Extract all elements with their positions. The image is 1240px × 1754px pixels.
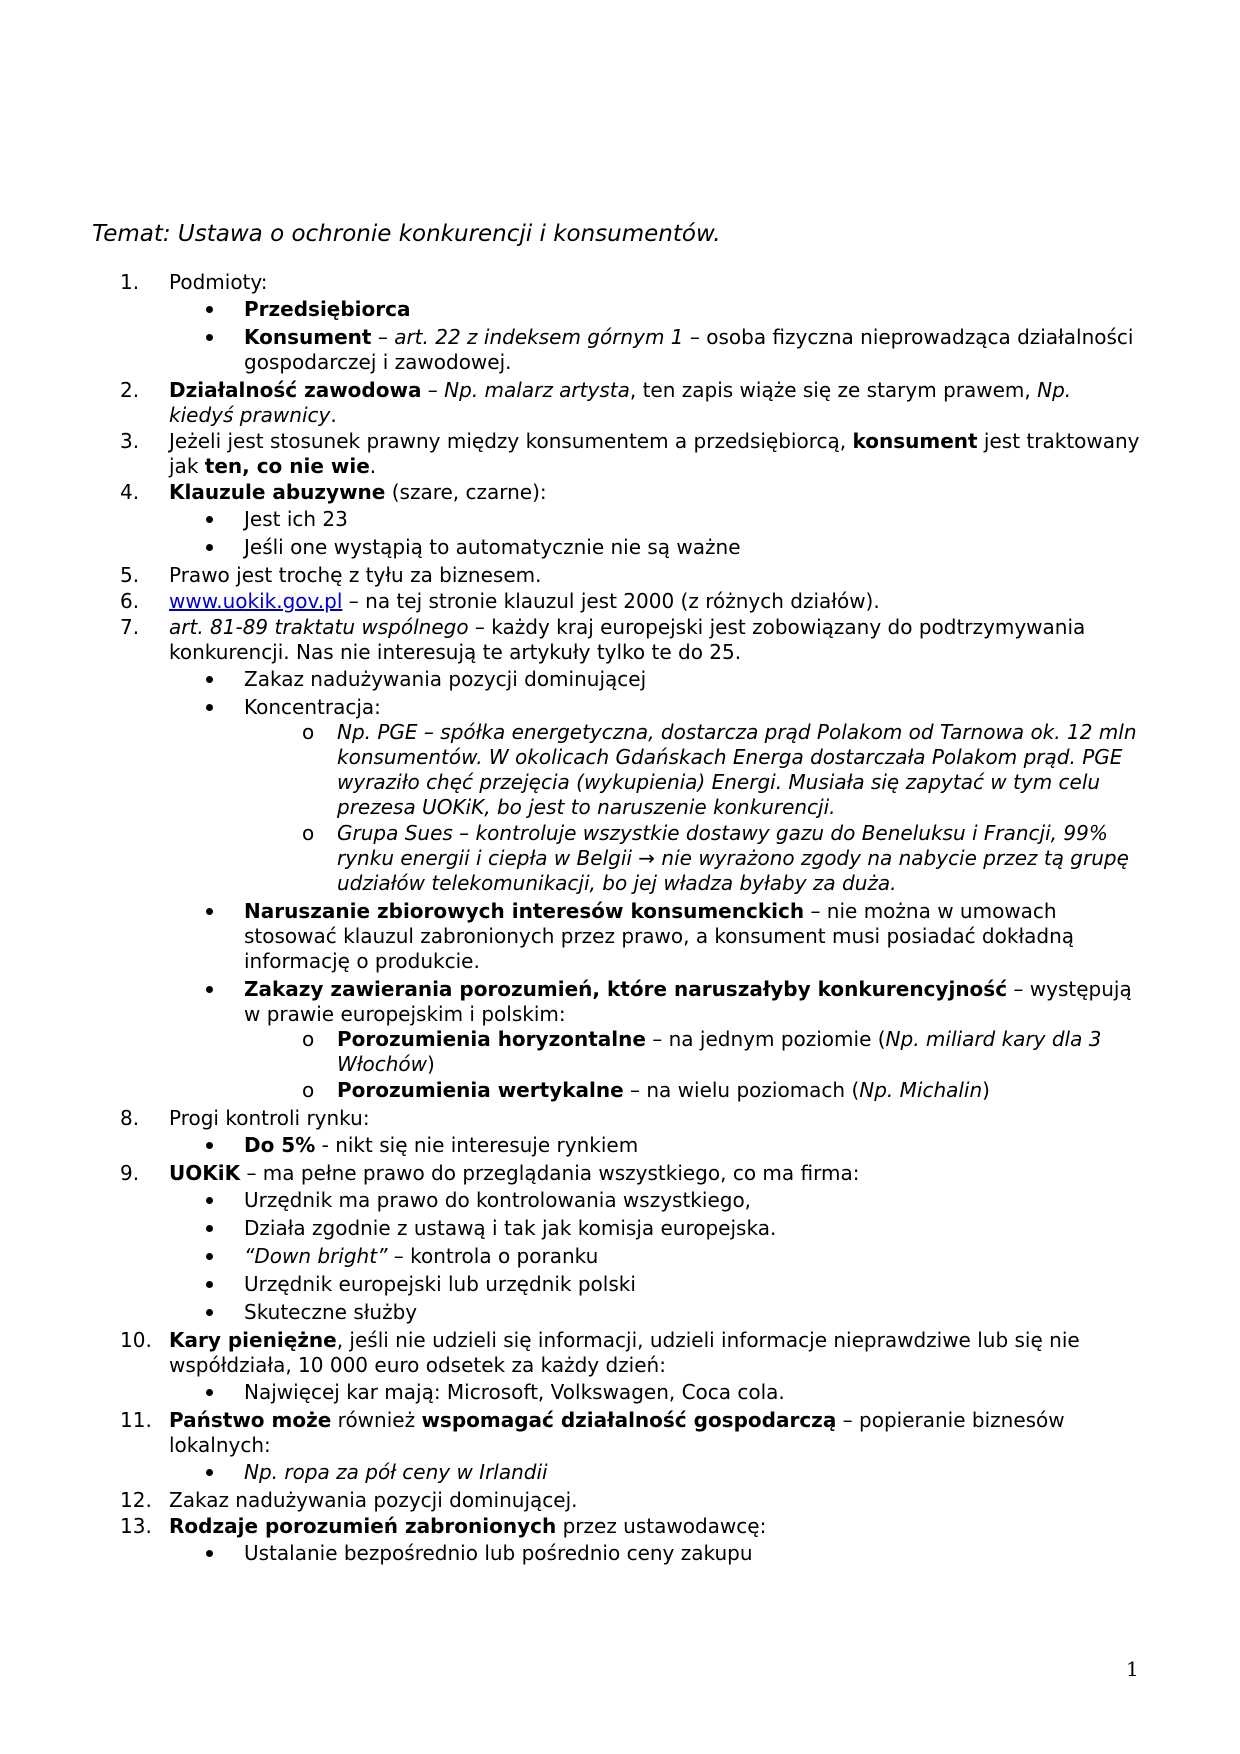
italic-text: Np. malarz artysta — [444, 378, 630, 402]
text-run: jest traktowany jak — [169, 429, 1140, 478]
bold-text: UOKiK — [169, 1161, 241, 1185]
bold-text: wspomagać działalność gospodarczą — [421, 1408, 837, 1432]
sub-list-marker: o — [302, 720, 315, 744]
list-item-text — [169, 1328, 1140, 1378]
list-item-text — [169, 615, 1140, 665]
italic-text: Np. Michalin — [859, 1078, 983, 1102]
list-item-text — [169, 378, 1140, 428]
sub-list-item — [244, 821, 1140, 896]
bullet-item — [169, 1380, 1140, 1405]
bold-text: Konsument — [244, 325, 372, 349]
text-run: Prawo jest trochę z tyłu za biznesem. — [169, 563, 542, 587]
text-run: Podmioty: — [169, 270, 268, 294]
list-item-number: 6. — [120, 589, 140, 613]
bullet-list — [169, 297, 1140, 375]
bullet-list — [169, 1380, 1140, 1405]
text-run: Zakaz nadużywania pozycji dominującej. — [169, 1488, 578, 1512]
bullet-item — [169, 1188, 1140, 1213]
list-item-number: 13. — [120, 1514, 152, 1538]
bullet-item — [169, 667, 1140, 692]
bullet-text — [244, 695, 1140, 720]
list-item — [0, 429, 1240, 479]
bold-text: Porozumienia horyzontalne — [337, 1027, 646, 1051]
bullet-item — [169, 1216, 1140, 1241]
bullet-item — [169, 507, 1140, 532]
text-run: Urzędnik ma prawo do kontrolowania wszystkiego, — [244, 1188, 752, 1212]
list-item — [0, 270, 1240, 375]
list-item-number: 11. — [120, 1408, 152, 1432]
italic-text: Np. miliard kary dla 3 Włochów — [337, 1027, 1102, 1076]
list-item-text — [169, 270, 1140, 295]
list-item — [0, 378, 1240, 428]
text-run: – — [421, 378, 445, 402]
document-body — [0, 270, 1240, 1569]
text-run: – kontrola o poranku — [387, 1244, 599, 1268]
text-run: również — [331, 1408, 422, 1432]
list-item — [0, 1488, 1240, 1513]
bullet-list — [169, 507, 1140, 560]
bold-text: Działalność zawodowa — [169, 378, 422, 402]
bullet-item — [169, 1133, 1140, 1158]
list-item-text — [169, 1514, 1140, 1539]
list-item-text — [169, 589, 1140, 614]
list-item — [0, 1106, 1240, 1158]
list-item-text — [169, 563, 1140, 588]
text-run: – osoba fizyczna nieprowadząca działalności gospodarczej i zawodowej. — [244, 325, 1134, 374]
list-item-text — [169, 1161, 1140, 1186]
italic-text: Np. ropa za pół ceny w Irlandii — [244, 1460, 548, 1484]
list-item-number: 4. — [120, 480, 140, 504]
list-item-number: 5. — [120, 563, 140, 587]
bullet-list — [169, 667, 1140, 1103]
list-item — [0, 1328, 1240, 1405]
italic-text: Np. PGE – spółka energetyczna, dostarcza prąd Polakom od Tarnowa ok. 12 mln konsumentów. W okolicach Gdańskach Energa dostarczała Polakom prąd. PGE wyraziło chęć przejęcia (wykupienia) Energi. Musiała się zapytać w tym celu prezesa UOKiK, bo jest to naruszenie konkurencji. — [337, 720, 1137, 819]
text-run: , jeśli nie udzieli się informacji, udzieli informacje nieprawdziwe lub się nie współdziała, 10 000 euro odsetek za każdy dzień: — [169, 1328, 1080, 1377]
sub-list-marker: o — [302, 1078, 315, 1102]
text-run: Najwięcej kar mają: Microsoft, Volkswagen, Coca cola. — [244, 1380, 785, 1404]
page-number: 1 — [1126, 1657, 1139, 1681]
bullet-item — [169, 899, 1140, 974]
bullet-item — [169, 1244, 1140, 1269]
text-run: Jeżeli jest stosunek prawny między konsumentem a przedsiębiorcą, — [169, 429, 853, 453]
list-item-number: 7. — [120, 615, 140, 639]
list-item-number: 10. — [120, 1328, 152, 1352]
list-item-text — [169, 1106, 1140, 1131]
list-item-text — [169, 1408, 1140, 1458]
bullet-item — [169, 1300, 1140, 1325]
bold-text: Porozumienia wertykalne — [337, 1078, 624, 1102]
sub-list-marker: o — [302, 1027, 315, 1051]
text-run: - nikt się nie interesuje rynkiem — [315, 1133, 639, 1157]
bold-text: Państwo może — [169, 1408, 332, 1432]
text-run: Ustalanie bezpośrednio lub pośrednio ceny zakupu — [244, 1541, 753, 1565]
italic-text: art. 81-89 traktatu wspólnego — [169, 615, 469, 639]
bold-text: Naruszanie zbiorowych interesów konsumenckich — [244, 899, 805, 923]
bold-text: Zakazy zawierania porozumień, które naruszałyby konkurencyjność — [244, 977, 1008, 1001]
text-run: – na jednym poziomie ( — [645, 1027, 886, 1051]
italic-text: Np. kiedyś prawnicy — [169, 378, 1072, 427]
list-item-number: 2. — [120, 378, 140, 402]
sub-list-marker: o — [302, 821, 315, 845]
text-run: Urzędnik europejski lub urzędnik polski — [244, 1272, 636, 1296]
bullet-item — [169, 1541, 1140, 1566]
list-item — [0, 563, 1240, 588]
bullet-text — [244, 977, 1140, 1027]
bullet-list — [169, 1541, 1140, 1566]
list-item — [0, 589, 1240, 614]
text-run: przez ustawodawcę: — [556, 1514, 767, 1538]
text-run: – popieranie biznesów lokalnych: — [169, 1408, 1065, 1457]
text-run: – ma pełne prawo do przeglądania wszystkiego, co ma firma: — [240, 1161, 860, 1185]
bold-text: Klauzule abuzywne — [169, 480, 386, 504]
text-run: ) — [982, 1078, 990, 1102]
text-run: Progi kontroli rynku: — [169, 1106, 370, 1130]
text-run: – na wielu poziomach ( — [623, 1078, 860, 1102]
text-run: ) — [427, 1052, 435, 1076]
list-item — [0, 1161, 1240, 1325]
bullet-item — [169, 297, 1140, 322]
sub-list — [244, 1027, 1140, 1103]
text-run: – każdy kraj europejski jest zobowiązany do podtrzymywania konkurencji. Nas nie interesują te artykuły tylko te do 25. — [169, 615, 1086, 664]
text-run: – nie można w umowach stosować klauzul zabronionych przez prawo, a konsument musi posiadać dokładną informację o produkcie. — [244, 899, 1075, 973]
italic-text: art. 22 z indeksem górnym 1 — [394, 325, 684, 349]
list-item-number: 1. — [120, 270, 140, 294]
sub-list-item — [244, 1078, 1140, 1103]
sub-list — [244, 720, 1140, 896]
bullet-list — [169, 1460, 1140, 1485]
bold-text: Przedsiębiorca — [244, 297, 411, 321]
text-run: . — [369, 454, 377, 478]
bold-text: Kary pieniężne — [169, 1328, 337, 1352]
list-item — [0, 1408, 1240, 1485]
list-item — [0, 480, 1240, 560]
text-run: Działa zgodnie z ustawą i tak jak komisja europejska. — [244, 1216, 777, 1240]
bullet-item — [169, 325, 1140, 375]
numbered-list — [0, 270, 1240, 1566]
bold-text: Do 5% — [244, 1133, 316, 1157]
list-item — [0, 615, 1240, 1103]
list-item-text — [169, 480, 1140, 505]
website-link[interactable]: www.uokik.gov.pl — [169, 589, 343, 613]
text-run: (szare, czarne): — [385, 480, 547, 504]
text-run: Jest ich 23 — [244, 507, 348, 531]
list-item-number: 3. — [120, 429, 140, 453]
text-run: Koncentracja: — [244, 695, 381, 719]
text-run: Zakaz nadużywania pozycji dominującej — [244, 667, 647, 691]
bullet-item — [169, 977, 1140, 1103]
italic-text: Grupa Sues – kontroluje wszystkie dostawy gazu do Beneluksu i Francji, 99% rynku energii i ciepła w Belgii → nie wyrażono zgody na nabycie przez tą grupę udziałów telekomunikacji, bo jej władza byłaby za duża. — [337, 821, 1129, 895]
list-item-number: 8. — [120, 1106, 140, 1130]
list-item — [0, 1514, 1240, 1566]
bullet-list — [169, 1133, 1140, 1158]
bold-text: konsument — [852, 429, 978, 453]
text-run: – — [371, 325, 395, 349]
list-item-text — [169, 429, 1140, 479]
bullet-list — [169, 1188, 1140, 1325]
text-run: Skuteczne służby — [244, 1300, 418, 1324]
document-title: Temat: Ustawa o ochronie konkurencji i konsumentów. — [92, 221, 721, 247]
list-item-number: 12. — [120, 1488, 152, 1512]
bullet-item — [169, 695, 1140, 896]
italic-text: “Down bright” — [244, 1244, 388, 1268]
bullet-item — [169, 1272, 1140, 1297]
sub-list-item — [244, 720, 1140, 820]
text-run: , ten zapis wiąże się ze starym prawem, — [629, 378, 1038, 402]
text-run: Jeśli one wystąpią to automatycznie nie są ważne — [244, 535, 741, 559]
bold-text: ten, co nie wie — [204, 454, 370, 478]
text-run: – występują w prawie europejskim i polskim: — [244, 977, 1132, 1026]
bold-text: Rodzaje porozumień zabronionych — [169, 1514, 557, 1538]
list-item-number: 9. — [120, 1161, 140, 1185]
text-run: – na tej stronie klauzul jest 2000 (z różnych działów). — [342, 589, 880, 613]
sub-list-item — [244, 1027, 1140, 1077]
text-run: . — [330, 403, 337, 427]
list-item-text — [169, 1488, 1140, 1513]
bullet-item — [169, 535, 1140, 560]
bullet-item — [169, 1460, 1140, 1485]
